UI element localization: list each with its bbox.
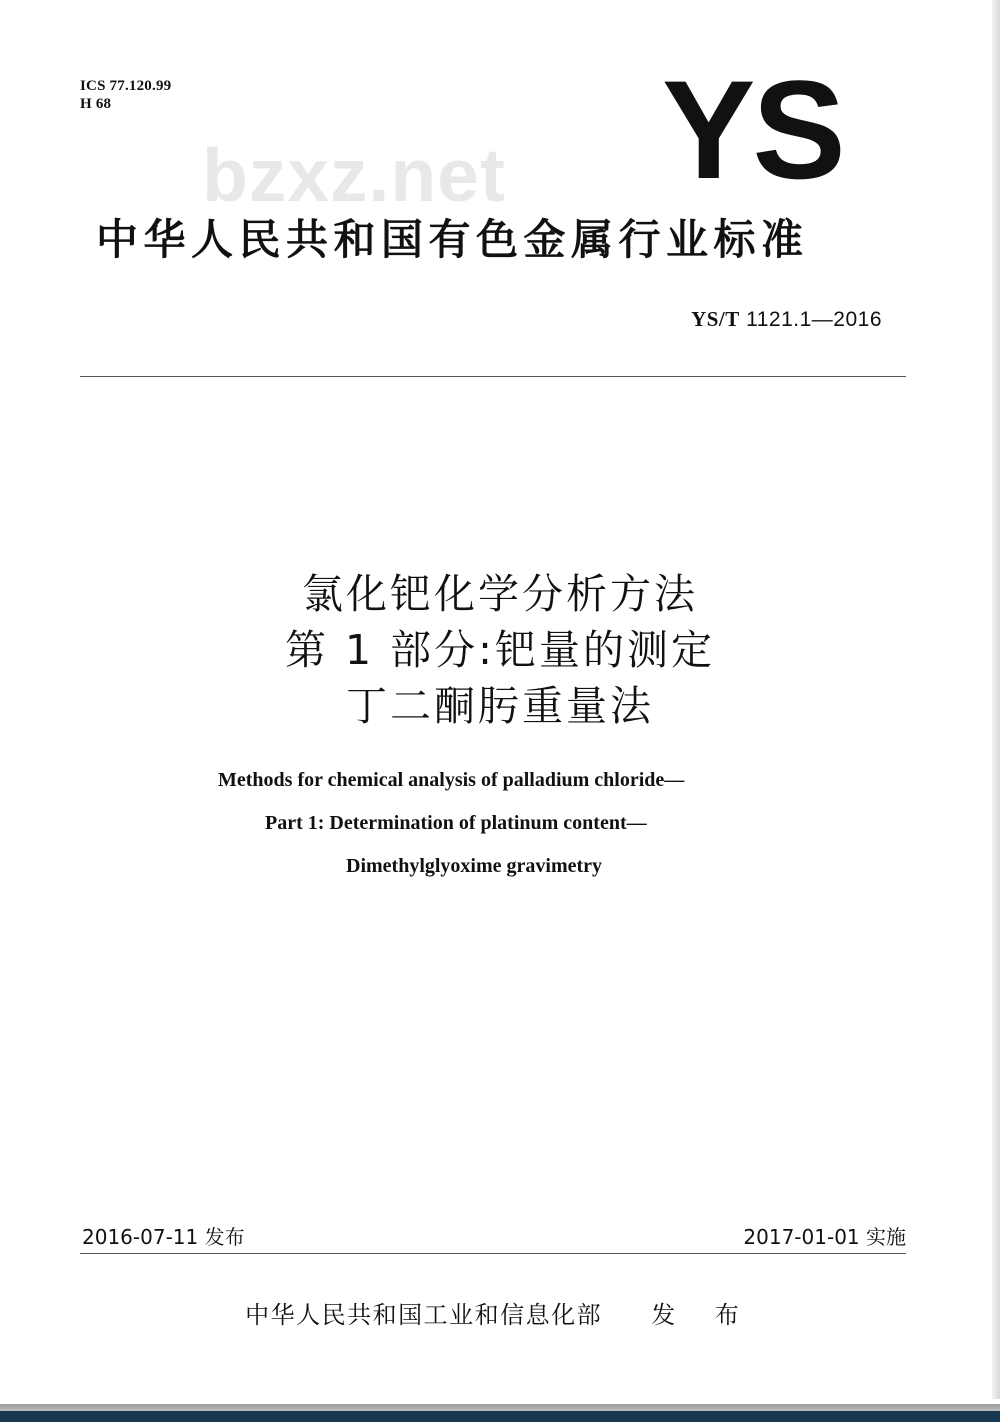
issue-date: 2016-07-11 发布 xyxy=(82,1225,245,1249)
publisher-organization: 中华人民共和国工业和信息化部 xyxy=(245,1301,603,1329)
top-divider xyxy=(80,376,906,377)
standard-number xyxy=(691,306,882,333)
category-code: H 68 xyxy=(80,96,112,112)
english-title-line-2: Part 1: Determination of platinum content— xyxy=(265,812,647,834)
english-title-line-3: Dimethylglyoxime gravimetry xyxy=(346,855,603,877)
english-title-line-1: Methods for chemical analysis of palladium chloride— xyxy=(218,769,685,791)
bottom-divider xyxy=(80,1253,906,1254)
publisher-action: 发 布 xyxy=(651,1301,755,1329)
bottom-image-strip xyxy=(0,1399,1000,1422)
effective-date: 2017-01-01 实施 xyxy=(743,1225,906,1249)
chinese-title-line-3: 丁二酮肟重量法 xyxy=(346,682,654,730)
standard-code: 1121.1—2016 xyxy=(746,308,882,331)
page-edge-shadow xyxy=(992,0,1000,1422)
classification-block xyxy=(80,77,171,113)
chinese-title-line-1: 氯化钯化学分析方法 xyxy=(302,570,698,618)
ics-code: ICS 77.120.99 xyxy=(80,78,172,94)
chinese-title-line-2: 第 1 部分:钯量的测定 xyxy=(285,626,715,674)
publisher-line xyxy=(0,1298,1000,1332)
standard-organization-title: 中华人民共和国有色金属行业标准 xyxy=(96,215,809,264)
ys-standard-logo: YS xyxy=(662,51,843,208)
website-watermark: bzxz.net xyxy=(202,133,506,217)
standard-prefix: YS/T xyxy=(691,307,740,331)
